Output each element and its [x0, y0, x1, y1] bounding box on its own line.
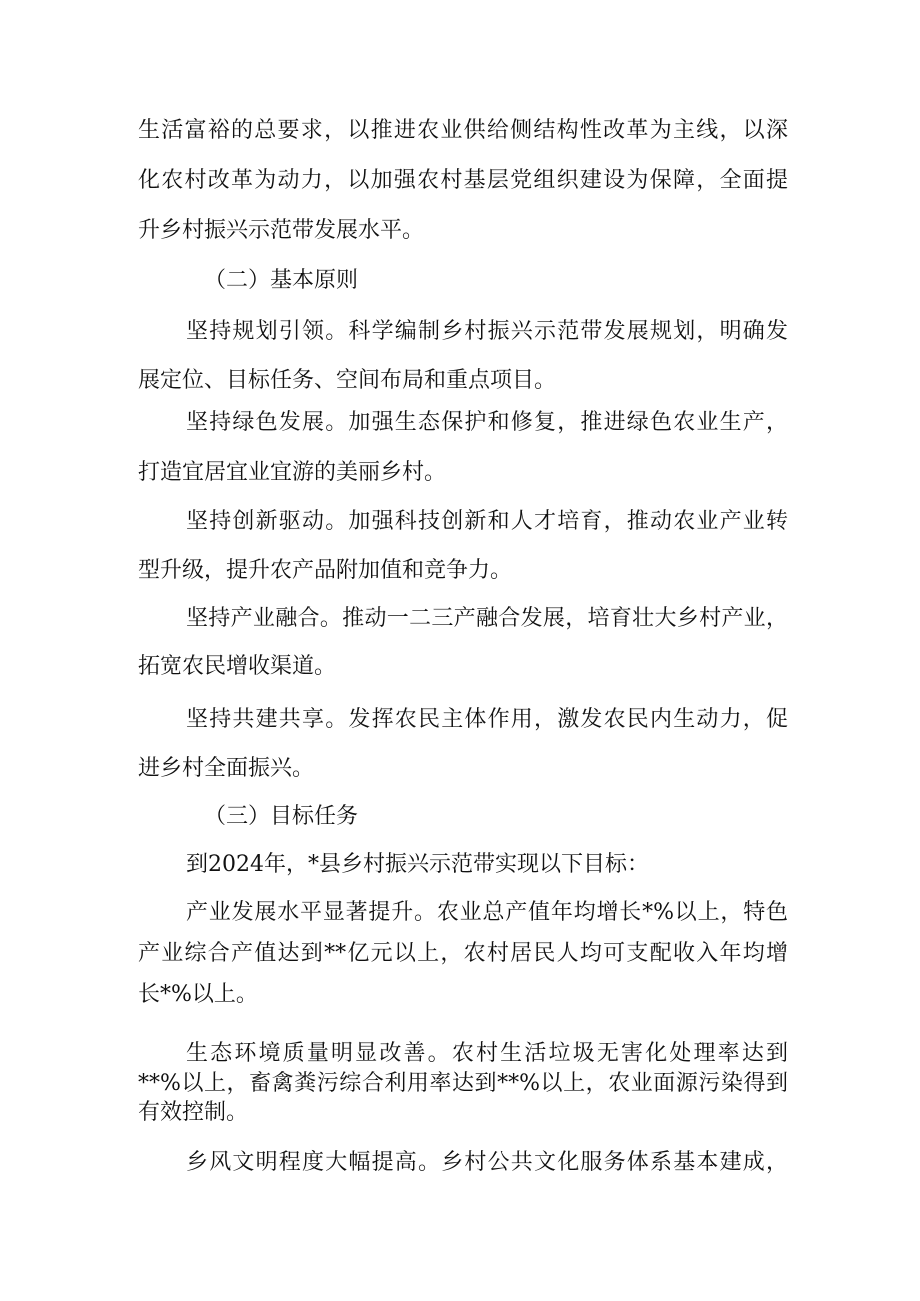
paragraph-line: 坚持绿色发展。加强生态保护和修复，推进绿色农业生产， [186, 410, 788, 435]
paragraph-line: 坚持产业融合。推动一二三产融合发展，培育壮大乡村产业， [186, 606, 788, 631]
paragraph-line: 生活富裕的总要求，以推进农业供给侧结构性改革为主线，以深 [138, 118, 788, 143]
paragraph-line: 乡风文明程度大幅提高。乡村公共文化服务体系基本建成， [186, 1150, 788, 1175]
paragraph-line: 展定位、目标任务、空间布局和重点项目。 [138, 368, 557, 393]
paragraph-line: 有效控制。 [138, 1100, 249, 1125]
paragraph-line: 化农村改革为动力，以加强农村基层党组织建设为保障，全面提 [138, 168, 788, 193]
section-heading: （二）基本原则 [204, 268, 359, 293]
paragraph-line: 坚持规划引领。科学编制乡村振兴示范带发展规划，明确发 [186, 319, 788, 344]
paragraph-line: 型升级，提升农产品附加值和竞争力。 [138, 558, 513, 583]
paragraph-line: 打造宜居宜业宜游的美丽乡村。 [138, 460, 447, 485]
paragraph-line: 升乡村振兴示范带发展水平。 [138, 218, 425, 243]
paragraph-line: 坚持共建共享。发挥农民主体作用，激发农民内生动力，促 [186, 707, 788, 732]
paragraph-line: 坚持创新驱动。加强科技创新和人才培育，推动农业产业转 [186, 509, 788, 534]
paragraph-line: 到2024年，*县乡村振兴示范带实现以下目标： [186, 852, 649, 877]
paragraph-line: 产业发展水平显著提升。农业总产值年均增长*%以上，特色 [186, 900, 788, 925]
paragraph-line: **%以上，畜禽粪污综合利用率达到**%以上，农业面源污染得到 [138, 1071, 788, 1096]
paragraph-line: 进乡村全面振兴。 [138, 756, 315, 781]
paragraph-line: 产业综合产值达到**亿元以上，农村居民人均可支配收入年均增 [138, 941, 788, 966]
paragraph-line: 生态环境质量明显改善。农村生活垃圾无害化处理率达到 [186, 1041, 788, 1066]
paragraph-line: 长*%以上。 [138, 982, 258, 1007]
section-heading: （三）目标任务 [204, 804, 359, 829]
paragraph-line: 拓宽农民增收渠道。 [138, 654, 337, 679]
